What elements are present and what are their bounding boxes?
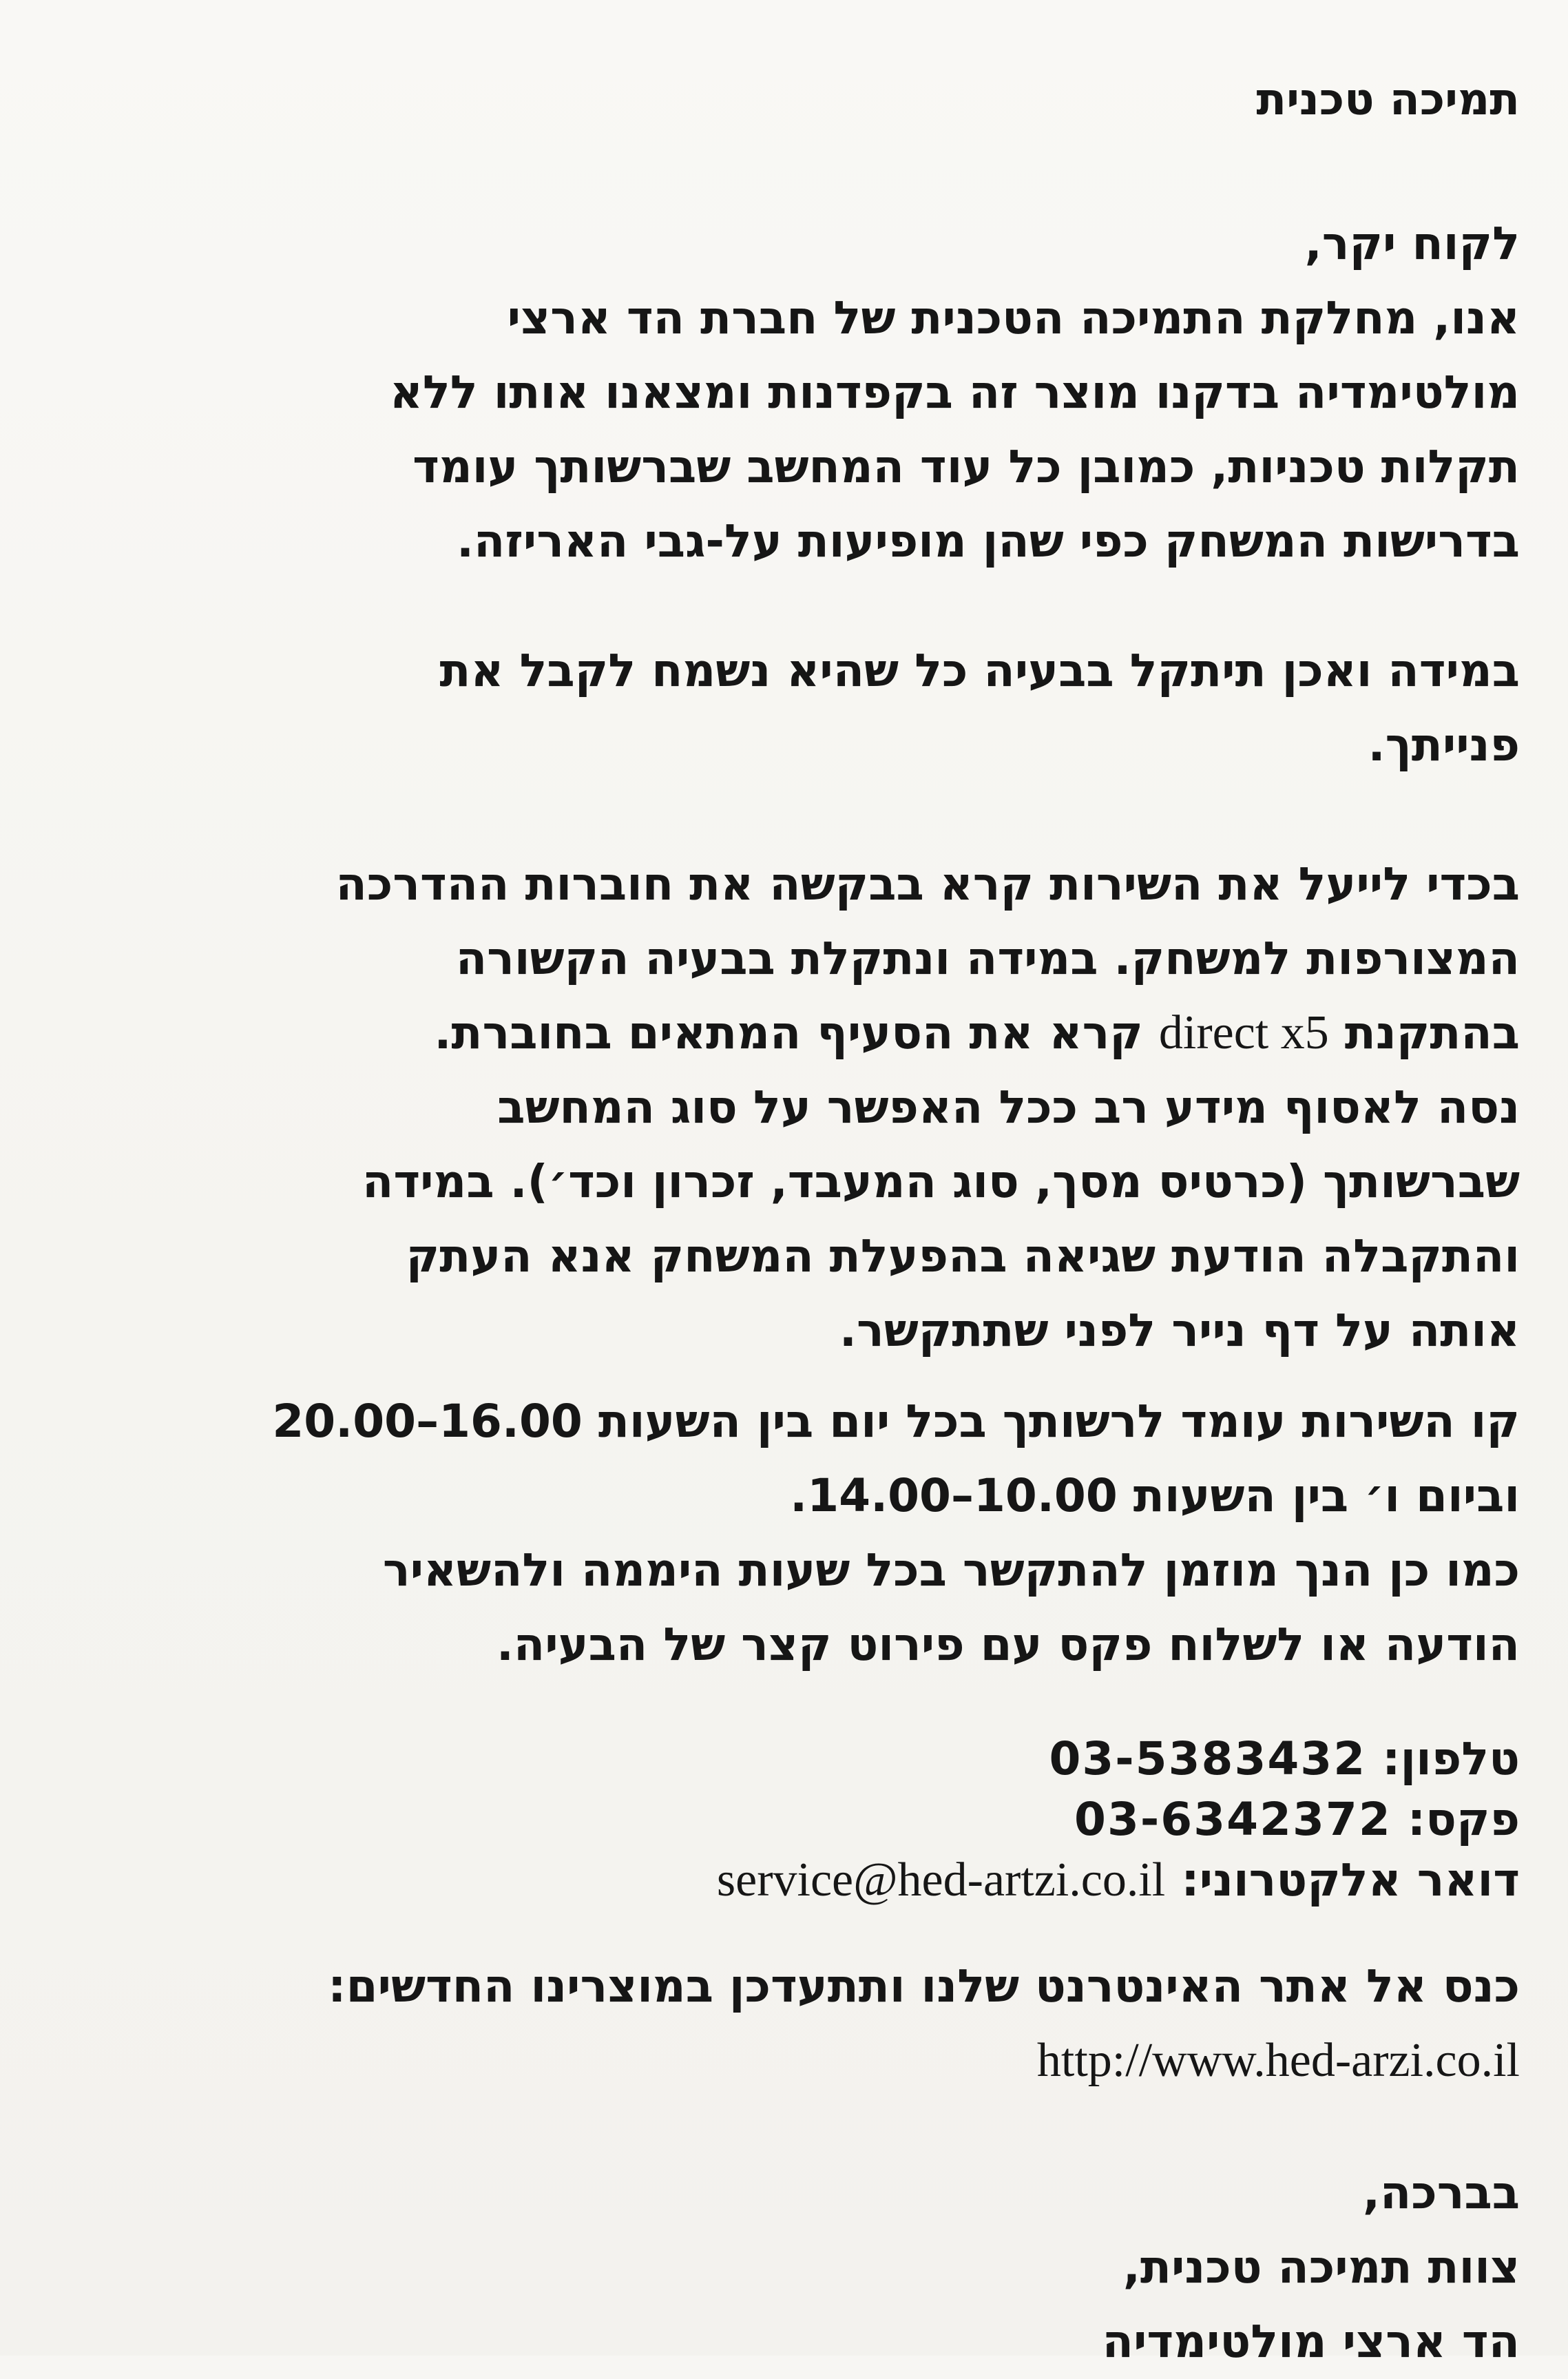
email-row — [158, 1850, 1520, 1911]
fax-label: פקס: — [1407, 1793, 1520, 1846]
directx-term: direct x5 — [1158, 1006, 1329, 1059]
paragraph-line: והתקבלה הודעת שגיאה בהפעלת המשחק אנא העתק — [406, 1229, 1520, 1282]
paragraph-line: פנייתך. — [1368, 718, 1520, 771]
instructions-paragraph — [158, 847, 1520, 1368]
email-address: service@hed-artzi.co.il — [716, 1853, 1166, 1907]
service-hours-paragraph — [158, 1384, 1520, 1682]
directx-line-end: קרא את הסעיף המתאים בחוברת. — [434, 1006, 1159, 1059]
website-paragraph — [158, 1949, 1520, 2098]
paragraph-line: אנו, מחלקת התמיכה הטכנית של חברת הד ארצי — [507, 291, 1520, 344]
phone-number: 03-5383432 — [1049, 1732, 1367, 1785]
paragraph-line: נסה לאסוף מידע רב ככל האפשר על סוג המחשב — [497, 1081, 1520, 1134]
fax-number: 03-6342372 — [1074, 1793, 1392, 1846]
paragraph-line: קו השירות עומד לרשותך בכל יום בין השעות 16.00–20.00 — [272, 1395, 1520, 1448]
paragraph-line: המצורפות למשחק. במידה ונתקלת בבעיה הקשורה — [455, 932, 1520, 985]
paragraph-line: בכדי לייעל את השירות קרא בבקשה את חוברות ההדרכה — [335, 858, 1520, 911]
paragraph-line: מולטימדיה בדקנו מוצר זה בקפדנות ומצאנו אותו ללא — [389, 366, 1520, 419]
paragraph-line: כמו כן הנך מוזמן להתקשר בכל שעות היממה ולהשאיר — [382, 1544, 1520, 1597]
paragraph-line: בדרישות המשחק כפי שהן מופיעות על-גבי האריזה. — [456, 515, 1520, 568]
paragraph-line: במידה ואכן תיתקל בבעיה כל שהיא נשמח לקבל את — [439, 644, 1520, 697]
paragraph-line: אותה על דף נייר לפני שתתקשר. — [839, 1304, 1520, 1357]
phone-label: טלפון: — [1382, 1732, 1520, 1785]
signoff-line: בברכה, — [1362, 2166, 1520, 2219]
email-label: דואר אלקטרוני: — [1181, 1853, 1520, 1907]
problem-paragraph — [158, 634, 1520, 782]
website-url: http://www.hed-arzi.co.il — [1036, 2034, 1520, 2087]
paragraph-line: וביום ו׳ בין השעות 10.00–14.00. — [790, 1469, 1520, 1522]
website-url-line — [158, 2024, 1520, 2098]
contact-details — [158, 1729, 1520, 1911]
support-letter — [158, 62, 1520, 2368]
directx-line-start: בהתקנת — [1328, 1006, 1520, 1059]
website-text: כנס אל אתר האינטרנט שלנו ותתעדכן במוצרינו החדשים: — [328, 1960, 1520, 2013]
signoff-line: צוות תמיכה טכנית, — [1122, 2241, 1520, 2294]
paragraph-line: לקוח יקר, — [1304, 217, 1520, 270]
page-title: תמיכה טכנית — [1256, 74, 1520, 125]
signoff — [158, 2156, 1520, 2379]
signoff-line: הד ארצי מולטימדיה — [1102, 2315, 1520, 2368]
greeting-paragraph — [158, 207, 1520, 579]
paragraph-line: הודעה או לשלוח פקס עם פירוט קצר של הבעיה. — [496, 1618, 1520, 1671]
phone-row — [158, 1729, 1520, 1789]
fax-row — [158, 1789, 1520, 1850]
paragraph-line: שברשותך (כרטיס מסך, סוג המעבד, זכרון וכד׳). במידה — [362, 1155, 1520, 1208]
directx-line — [158, 996, 1520, 1070]
paragraph-line: תקלות טכניות, כמובן כל עוד המחשב שברשותך עומד — [412, 440, 1520, 493]
